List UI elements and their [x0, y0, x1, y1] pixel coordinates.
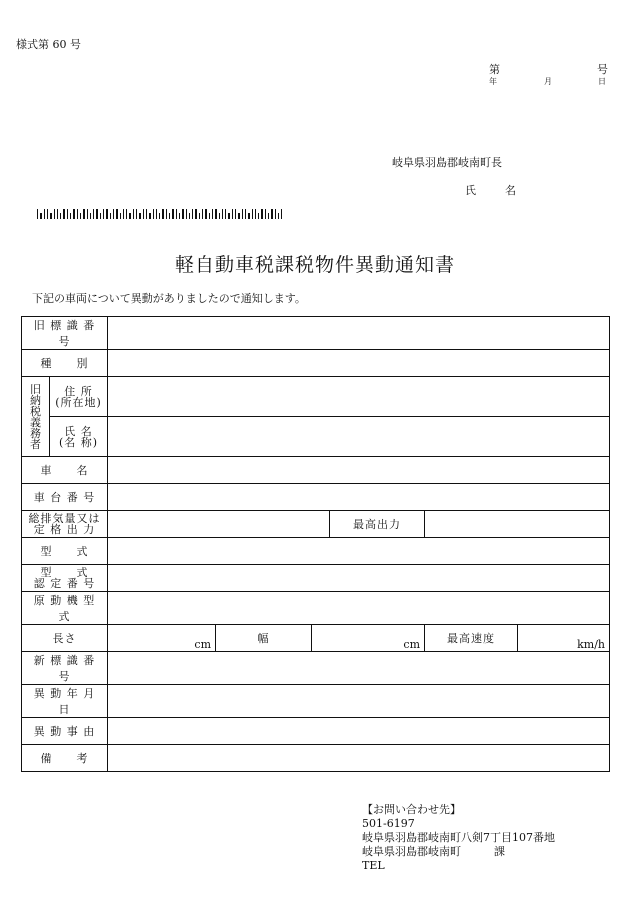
max-speed-value[interactable] [518, 625, 610, 652]
displacement-label-line2: 定 格 出 力 [33, 523, 96, 536]
contact-heading: 【お問い合わせ先】 [362, 803, 461, 816]
old-plate-value[interactable] [108, 317, 610, 350]
max-speed-unit: km/h [577, 638, 605, 651]
barcode-bar [139, 213, 141, 219]
number-prefix: 第 [489, 63, 500, 76]
barcode-bar [205, 209, 207, 219]
address-label [50, 377, 108, 417]
length-value[interactable] [108, 625, 216, 652]
barcode-bar [219, 213, 220, 219]
contact-address: 岐阜県羽島郡岐南町八剣7丁目107番地 [362, 831, 555, 844]
barcode-bar [265, 209, 266, 219]
barcode-bar [83, 209, 85, 219]
barcode-bar [235, 209, 236, 219]
change-reason-label: 異 動 事 由 [22, 718, 108, 745]
barcode-bar [162, 209, 164, 219]
barcode-bar [60, 213, 61, 219]
barcode-bar [37, 209, 38, 219]
address-label-line1: 住 所 [64, 384, 93, 398]
date-year-label: 年 [489, 77, 497, 86]
engine-model-label: 原 動 機 型 式 [22, 592, 108, 625]
barcode-bar [215, 209, 217, 219]
barcode-bar [70, 213, 71, 219]
remarks-label: 備 考 [22, 745, 108, 772]
lead-text: 下記の車両について異動がありましたので通知します。 [32, 292, 306, 305]
contact-department: 岐阜県羽島郡岐南町 課 [362, 845, 505, 858]
barcode-bar [166, 209, 167, 219]
barcode-bar [176, 209, 177, 219]
max-output-value[interactable] [425, 511, 610, 538]
barcode-bar [113, 209, 114, 219]
car-name-label: 車 名 [22, 457, 108, 484]
barcode-bar [278, 213, 279, 219]
name-label-line2: (名 称) [58, 435, 99, 449]
new-plate-value[interactable] [108, 652, 610, 685]
barcode-bar [238, 213, 240, 219]
barcode-bar [232, 209, 233, 219]
remarks-value[interactable] [108, 745, 610, 772]
barcode-bar [93, 209, 94, 219]
address-label-line2: (所在地) [55, 395, 102, 409]
barcode-bar [57, 209, 58, 219]
barcode-bar [186, 209, 187, 219]
barcode-bar [50, 213, 52, 219]
barcode-bar [133, 209, 134, 219]
barcode-bar [77, 209, 78, 219]
width-unit: cm [403, 638, 420, 651]
date-day-label: 日 [598, 77, 606, 86]
issuer: 岐阜県羽島郡岐南町長 [392, 156, 502, 169]
contact-block [362, 803, 555, 873]
barcode-bar [136, 209, 137, 219]
barcode-bar [110, 213, 111, 219]
model-cert-label [22, 565, 108, 592]
length-unit: cm [194, 638, 211, 651]
model-value[interactable] [108, 538, 610, 565]
displacement-value[interactable] [108, 511, 330, 538]
barcode-bar [242, 209, 243, 219]
name-label-line1: 氏 名 [64, 424, 93, 438]
name-label [50, 417, 108, 457]
date-month-label: 月 [544, 77, 552, 86]
barcode-bar [209, 213, 210, 219]
barcode-bar [116, 209, 118, 219]
barcode-bar [202, 209, 203, 219]
barcode-bar [73, 209, 75, 219]
kind-value[interactable] [108, 350, 610, 377]
barcode-bar [100, 213, 101, 219]
barcode-bar [80, 213, 81, 219]
change-date-value[interactable] [108, 685, 610, 718]
change-date-label: 異 動 年 月 日 [22, 685, 108, 718]
old-taxpayer-label: 旧 納 税 義 務 者 [22, 377, 50, 457]
barcode-bar [248, 213, 250, 219]
max-speed-label: 最高速度 [425, 625, 518, 652]
barcode-bar [271, 209, 273, 219]
barcode-bar [245, 209, 246, 219]
width-label: 幅 [216, 625, 312, 652]
barcode-bar [143, 209, 144, 219]
barcode-bar [169, 213, 170, 219]
model-cert-label-line1: 型 式 [40, 566, 89, 579]
notification-table [21, 316, 610, 772]
barcode-bar [126, 209, 127, 219]
barcode-bar [47, 209, 48, 219]
barcode-bar [199, 213, 200, 219]
issuer-name-label-1: 氏 [465, 184, 476, 197]
barcode-bar [146, 209, 147, 219]
barcode-bar [225, 209, 226, 219]
model-label: 型 式 [22, 538, 108, 565]
kind-label: 種 別 [22, 350, 108, 377]
barcode-bar [63, 209, 65, 219]
barcode-bar [153, 209, 154, 219]
barcode-bar [123, 209, 124, 219]
car-name-value[interactable] [108, 457, 610, 484]
form-number: 様式第 60 号 [16, 38, 81, 51]
barcode-bar [90, 213, 91, 219]
old-plate-label: 旧 標 識 番 号 [22, 317, 108, 350]
address-value[interactable] [108, 377, 610, 417]
barcode-bar [129, 213, 131, 219]
document-title: 軽自動車税課税物件異動通知書 [174, 254, 455, 276]
displacement-label-line1: 総排気量又は [28, 512, 101, 525]
length-label: 長さ [22, 625, 108, 652]
change-reason-value[interactable] [108, 718, 610, 745]
engine-model-value[interactable] [108, 592, 610, 625]
contact-postal: 501-6197 [362, 817, 415, 830]
barcode-bar [268, 213, 269, 219]
barcode-bar [228, 213, 230, 219]
barcode-bar [67, 209, 68, 219]
barcode-bar [182, 209, 184, 219]
barcode-bar [96, 209, 98, 219]
barcode-bar [281, 209, 282, 219]
barcode-bar [103, 209, 104, 219]
barcode-bar [195, 209, 197, 219]
name-value[interactable] [108, 417, 610, 457]
barcode-bar [189, 213, 190, 219]
barcode-bar [44, 209, 45, 219]
contact-tel: TEL [362, 859, 385, 872]
barcode-bar [212, 209, 213, 219]
barcode-bar [156, 209, 157, 219]
barcode-bar [222, 209, 223, 219]
barcode-bar [258, 213, 259, 219]
barcode-bar [149, 213, 151, 219]
number-suffix: 号 [597, 63, 608, 76]
chassis-number-label: 車 台 番 号 [22, 484, 108, 511]
barcode-bar [192, 209, 193, 219]
model-cert-label-line2: 認 定 番 号 [33, 577, 96, 590]
barcode-bar [54, 209, 55, 219]
barcode-bar [179, 213, 180, 219]
barcode-bar [106, 209, 108, 219]
barcode-bar [255, 209, 256, 219]
issuer-name-label-2: 名 [505, 184, 516, 197]
width-value[interactable] [312, 625, 425, 652]
barcode-bar [261, 209, 263, 219]
barcode-bar [275, 209, 276, 219]
chassis-number-value[interactable] [108, 484, 610, 511]
barcode-bar [120, 213, 121, 219]
new-plate-label: 新 標 識 番 号 [22, 652, 108, 685]
barcode-bar [159, 213, 160, 219]
barcode-bar [40, 213, 42, 219]
max-output-label: 最高出力 [330, 511, 425, 538]
barcode-bar [87, 209, 88, 219]
model-cert-value[interactable] [108, 565, 610, 592]
barcode-bar [172, 209, 174, 219]
displacement-label [22, 511, 108, 538]
barcode-bar [252, 209, 253, 219]
barcode [37, 209, 282, 219]
